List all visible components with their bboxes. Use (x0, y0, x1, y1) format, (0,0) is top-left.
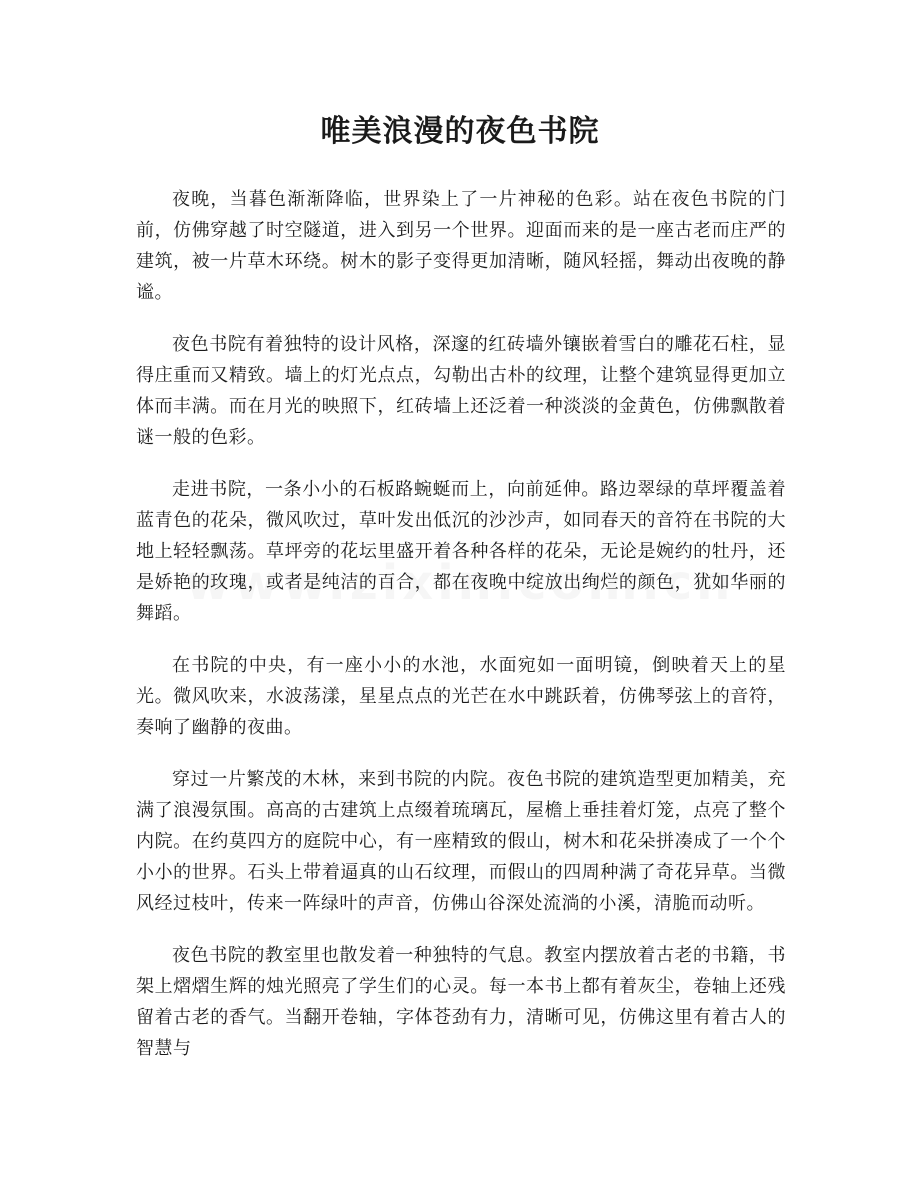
paragraph-2: 夜色书院有着独特的设计风格，深邃的红砖墙外镶嵌着雪白的雕花石柱，显得庄重而又精致。墙上的灯光点点，勾勒出古朴的纹理，让整个建筑显得更加立体而丰满。而在月光的映照下，红砖墙上还泛着一种淡淡的金黄色，仿佛飘散着谜一般的色彩。 (136, 334, 786, 448)
paragraph-3: 走进书院，一条小小的石板路蜿蜒而上，向前延伸。路边翠绿的草坪覆盖着蓝青色的花朵，微风吹过，草叶发出低沉的沙沙声，如同春天的音符在书院的大地上轻轻飘荡。草坪旁的花坛里盛开着各种各样的花朵，无论是婉约的牡丹，还是娇艳的玫瑰，或者是纯洁的百合，都在夜晚中绽放出绚烂的颜色，犹如华丽的舞蹈。 (136, 479, 786, 624)
paragraph-6: 夜色书院的教室里也散发着一种独特的气息。教室内摆放着古老的书籍，书架上熠熠生辉的烛光照亮了学生们的心灵。每一本书上都有着灰尘，卷轴上还残留着古老的香气。当翻开卷轴，字体苍劲有力，清晰可见，仿佛这里有着古人的智慧与 (136, 945, 786, 1059)
page-title: 唯美浪漫的夜色书院 (320, 114, 600, 149)
paragraph-5: 穿过一片繁茂的木林，来到书院的内院。夜色书院的建筑造型更加精美，充满了浪漫氛围。高高的古建筑上点缀着琉璃瓦，屋檐上垂挂着灯笼，点亮了整个内院。在约莫四方的庭院中心，有一座精致的假山，树木和花朵拼凑成了一个个小小的世界。石头上带着逼真的山石纹理，而假山的四周种满了奇花异草。当微风经过枝叶，传来一阵绿叶的声音，仿佛山谷深处流淌的小溪，清脆而动听。 (136, 769, 786, 914)
paragraph-1: 夜晚，当暮色渐渐降临，世界染上了一片神秘的色彩。站在夜色书院的门前，仿佛穿越了时空隧道，进入到另一个世界。迎面而来的是一座古老而庄严的建筑，被一片草木环绕。树木的影子变得更加清晰，随风轻摇，舞动出夜晚的静谧。 (136, 189, 786, 303)
document-body (136, 184, 786, 1085)
paragraph-4: 在书院的中央，有一座小小的水池，水面宛如一面明镜，倒映着天上的星光。微风吹来，水波荡漾，星星点点的光芒在水中跳跃着，仿佛琴弦上的音符，奏响了幽静的夜曲。 (136, 655, 786, 738)
